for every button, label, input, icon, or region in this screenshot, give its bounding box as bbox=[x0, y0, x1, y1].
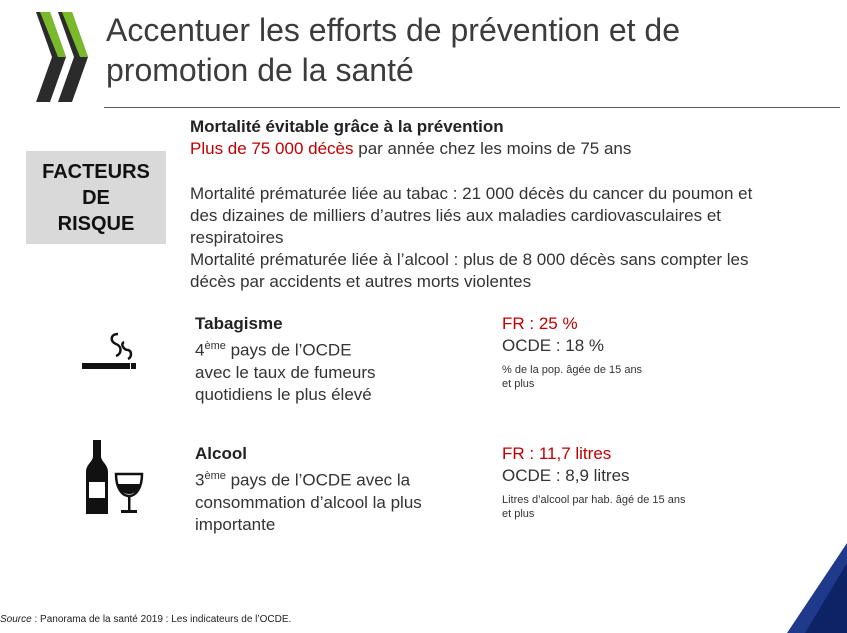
alcohol-title: Alcool bbox=[195, 444, 247, 463]
alcohol-ocde-rate: OCDE : 8,9 litres bbox=[502, 466, 630, 485]
smoking-line-3: quotidiens le plus élevé bbox=[195, 384, 372, 404]
deaths-rest: par année chez les moins de 75 ans bbox=[353, 139, 632, 158]
alcohol-mortality-line-1: Mortalité prématurée liée à l’alcool : plus de 8 000 décès sans compter les bbox=[190, 250, 749, 269]
tobacco-mortality-line-1: Mortalité prématurée liée au tabac : 21 000 décès du cancer du poumon et bbox=[190, 184, 753, 203]
title-line-2: promotion de la santé bbox=[106, 52, 414, 88]
source-citation: Source : Panorama de la santé 2019 : Les indicateurs de l’OCDE. bbox=[0, 614, 292, 625]
alcohol-mortality-line-2: décès par accidents et autres morts violentes bbox=[190, 272, 532, 291]
alcohol-description bbox=[195, 443, 422, 536]
alcohol-stats bbox=[502, 443, 685, 521]
smoking-line-2: avec le taux de fumeurs bbox=[195, 362, 376, 382]
title-line-1: Accentuer les efforts de prévention et de bbox=[106, 12, 680, 48]
risk-box-line-1: FACTEURS bbox=[42, 160, 150, 183]
page-title bbox=[106, 10, 826, 90]
alcohol-line-1: 3ème pays de l’OCDE avec la bbox=[195, 470, 411, 490]
smoking-title: Tabagisme bbox=[195, 314, 283, 333]
risk-box-line-2: DE bbox=[82, 186, 110, 209]
summary-heading: Mortalité évitable grâce à la prévention bbox=[190, 117, 504, 136]
smoking-note: % de la pop. âgée de 15 ans et plus bbox=[502, 364, 643, 390]
title-divider bbox=[104, 107, 840, 108]
deaths-line bbox=[190, 138, 840, 160]
oecd-chevron-logo-icon bbox=[36, 12, 90, 102]
smoking-fr-rate: FR : 25 % bbox=[502, 314, 578, 333]
smoking-line-1: 4ème pays de l’OCDE bbox=[195, 340, 352, 360]
risk-box-line-3: RISQUE bbox=[57, 212, 135, 235]
alcohol-line-2: consommation d’alcool la plus bbox=[195, 492, 422, 512]
risk-factors-box bbox=[26, 151, 166, 244]
smoking-ocde-rate: OCDE : 18 % bbox=[502, 336, 605, 355]
corner-decoration bbox=[787, 543, 847, 633]
prevention-summary bbox=[190, 116, 840, 293]
alcohol-note: Litres d’alcool par hab. âgé de 15 ans et plus bbox=[502, 494, 686, 520]
alcohol-line-3: importante bbox=[195, 514, 276, 534]
wine-bottle-glass-icon bbox=[84, 440, 146, 516]
smoking-description bbox=[195, 313, 375, 406]
alcohol-fr-rate: FR : 11,7 litres bbox=[502, 444, 612, 463]
cigarette-icon bbox=[80, 330, 138, 374]
tobacco-mortality-line-3: respiratoires bbox=[190, 228, 284, 247]
tobacco-mortality-line-2: des dizaines de milliers d’autres liés aux maladies cardiovasculaires et bbox=[190, 206, 722, 225]
deaths-highlight: Plus de 75 000 décès bbox=[190, 139, 354, 158]
smoking-stats bbox=[502, 313, 642, 391]
